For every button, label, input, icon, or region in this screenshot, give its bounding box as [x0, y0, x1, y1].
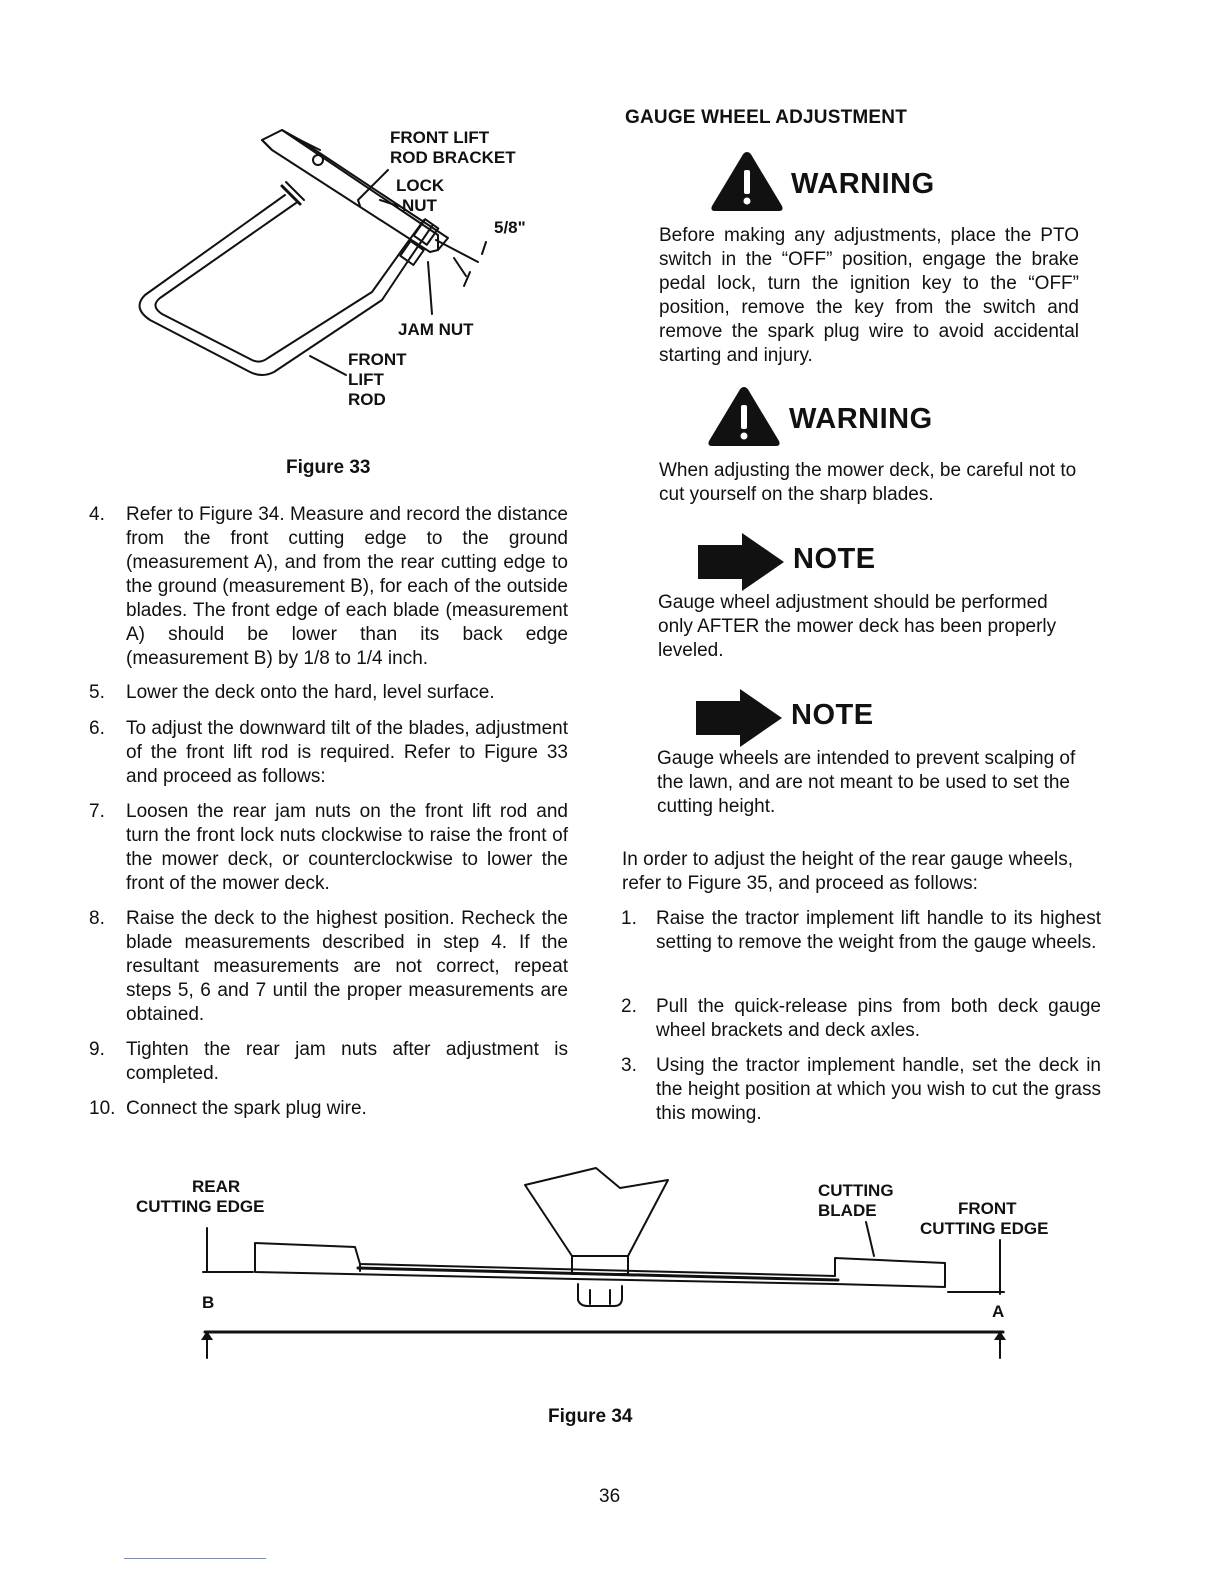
scan-artifact-line [124, 1558, 266, 1559]
label-line: LOCK [396, 176, 445, 195]
step-text: Lower the deck onto the hard, level surface. [126, 682, 495, 703]
label-line: CUTTING [818, 1181, 894, 1200]
intro-text: In order to adjust the height of the rear gauge wheels, refer to Figure 35, and proceed as follows: [622, 849, 1074, 894]
step-number: 3. [621, 1055, 637, 1076]
warning-text: Before making any adjustments, place the PTO switch in the “OFF” position, engage the brake pedal lock, turn the ignition key to the “OFF” position, remove the key from the switch and remove the spark plug wire to avoid accidental starting and injury. [659, 225, 1079, 366]
label-line: LIFT [348, 370, 384, 389]
label-dimension: 5/8" [494, 218, 526, 237]
step-number: 7. [89, 801, 105, 822]
warning-title: WARNING [789, 403, 933, 435]
label-rear-cutting-edge [136, 1177, 264, 1217]
warning-text: When adjusting the mower deck, be careful not to cut yourself on the sharp blades. [659, 460, 1077, 505]
step-number: 9. [89, 1039, 105, 1060]
step-text: Using the tractor implement handle, set the deck in the height position at which you wish to cut the grass this mowing. [656, 1055, 1101, 1124]
label-line: CUTTING EDGE [136, 1197, 265, 1216]
step-number: 6. [89, 718, 105, 739]
label-line: NUT [402, 196, 437, 215]
label-jam-nut: JAM NUT [398, 320, 474, 339]
label-line: FRONT [348, 350, 407, 369]
label-line: REAR [192, 1177, 241, 1196]
warning-title: WARNING [791, 168, 935, 200]
note-title: NOTE [793, 543, 876, 575]
figure-33-caption: Figure 33 [286, 457, 371, 478]
label-line: FRONT [958, 1199, 1017, 1218]
label-line: CUTTING EDGE [920, 1219, 1049, 1238]
label-cutting-blade [818, 1181, 894, 1221]
step-number: 1. [621, 908, 637, 929]
step-number: 8. [89, 908, 105, 929]
step-text: To adjust the downward tilt of the blades, adjustment of the front lift rod is required. Refer to Figure 33 and proceed as follows: [126, 718, 568, 787]
step-number: 4. [89, 504, 105, 525]
note-text: Gauge wheel adjustment should be performed only AFTER the mower deck has been properly leveled. [658, 592, 1057, 661]
note-text: Gauge wheels are intended to prevent scalping of the lawn, and are not meant to be used to set the cutting height. [657, 748, 1076, 817]
step-text: Refer to Figure 34. Measure and record the distance from the front cutting edge to the ground (measurement A), and from the rear cutting edge to the ground (measurement B), for each of the outside blades. The front edge of each blade (measurement A) should be lower than its back edge (measurement B) by 1/8 to 1/4 inch. [126, 504, 568, 669]
step-number: 2. [621, 996, 637, 1017]
note-title: NOTE [791, 699, 874, 731]
label-line: BLADE [818, 1201, 877, 1220]
label-front-cutting-edge [920, 1199, 1048, 1239]
step-text: Raise the tractor implement lift handle to its highest setting to remove the weight from the gauge wheels. [656, 908, 1101, 953]
label-a: A [992, 1302, 1005, 1321]
label-line: FRONT LIFT [390, 128, 490, 147]
figure-34-caption: Figure 34 [548, 1406, 633, 1427]
section-heading: GAUGE WHEEL ADJUSTMENT [625, 107, 908, 128]
page-number: 36 [599, 1486, 621, 1507]
step-number: 10. [89, 1098, 116, 1119]
step-text: Connect the spark plug wire. [126, 1098, 367, 1119]
step-text: Raise the deck to the highest position. Recheck the blade measurements described in step 4. If the resultant measurements are not correct, repeat steps 5, 6 and 7 until the proper measurements are obtained. [126, 908, 568, 1025]
step-text: Loosen the rear jam nuts on the front lift rod and turn the front lock nuts clockwise to raise the front of the mower deck, or counterclockwise to lower the front of the mower deck. [126, 801, 568, 894]
step-text: Pull the quick-release pins from both deck gauge wheel brackets and deck axles. [656, 996, 1101, 1041]
step-text: Tighten the rear jam nuts after adjustment is completed. [126, 1039, 568, 1084]
label-line: ROD [348, 390, 386, 409]
label-line: ROD BRACKET [390, 148, 516, 167]
label-b: B [202, 1293, 215, 1312]
step-number: 5. [89, 682, 105, 703]
